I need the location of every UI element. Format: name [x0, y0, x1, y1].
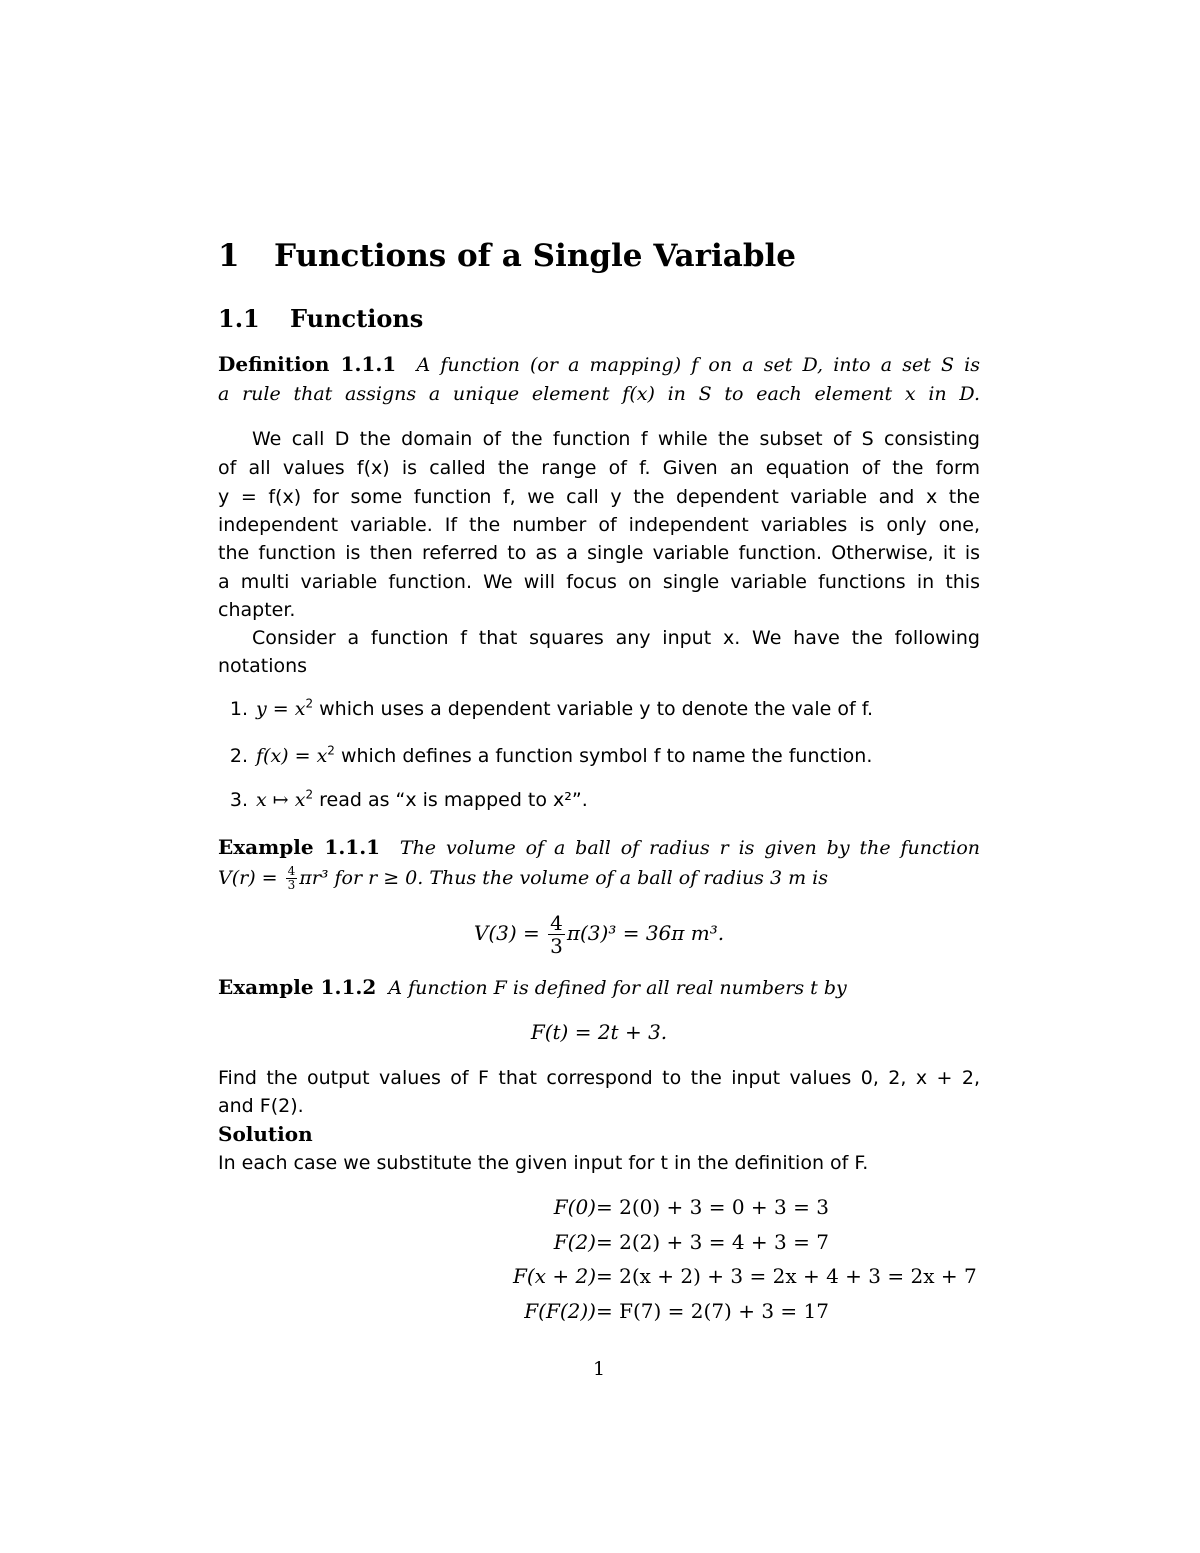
display-pre: V(3) = — [473, 921, 547, 945]
equation-row — [218, 1261, 980, 1291]
example1-text-1: The volume of a ball of radius r is given by the function — [399, 837, 980, 859]
equation-row — [218, 1227, 980, 1257]
list-item-number: 1. — [229, 698, 248, 720]
list-item-math: y = x — [256, 698, 306, 720]
example1-line-1 — [218, 833, 980, 861]
list-item-text: which uses a dependent variable y to denote the vale of f. — [313, 698, 874, 720]
fraction-denominator: 3 — [287, 878, 296, 892]
solution-label: Solution — [218, 1122, 313, 1146]
page-number: 1 — [592, 1358, 606, 1380]
equation-row — [218, 1296, 980, 1326]
example1-label: Example 1.1.1 — [218, 835, 381, 859]
document-page — [218, 0, 980, 1553]
example1-line2-pre: V(r) = — [218, 867, 284, 889]
equation-lhs: F(2) — [553, 1230, 596, 1254]
section-heading — [218, 238, 796, 274]
list-item-number: 2. — [229, 745, 248, 767]
list-item-text: which defines a function symbol f to name the function. — [334, 745, 873, 767]
display-fraction — [548, 912, 565, 957]
equation-row — [218, 1192, 980, 1222]
fraction-denominator: 3 — [550, 934, 563, 958]
display-post: π(3)³ = 36π m³. — [566, 921, 725, 945]
example1-display-equation — [218, 912, 980, 957]
example2-question-1: Find the output values of F that correspond to the input values 0, 2, x + 2, — [218, 1067, 980, 1089]
example2-question-2: and F(2). — [218, 1095, 304, 1117]
definition-text-1: A function (or a mapping) f on a set D, into a set S is — [416, 354, 980, 376]
paragraph-line: independent variable. If the number of independent variables is only one, — [218, 514, 980, 536]
list-item — [218, 742, 980, 770]
list-item — [218, 786, 980, 814]
list-item-number: 3. — [229, 789, 248, 811]
equation-lhs: F(F(2)) — [524, 1299, 596, 1323]
fraction-numerator: 4 — [287, 863, 296, 878]
section-number: 1 — [218, 238, 240, 274]
paragraph-line: a multi variable function. We will focus on single variable functions in this — [218, 571, 980, 593]
example1-line-2 — [218, 862, 980, 894]
equation-rhs: = 2(0) + 3 = 0 + 3 = 3 — [596, 1195, 829, 1219]
paragraph-line: the function is then referred to as a single variable function. Otherwise, it is — [218, 542, 980, 564]
equation-rhs: = F(7) = 2(7) + 3 = 17 — [596, 1299, 829, 1323]
paragraph-line: chapter. — [218, 599, 296, 621]
paragraph-line: y = f(x) for some function f, we call y the dependent variable and x the — [218, 486, 980, 508]
example2-text-1: A function F is defined for all real numbers t by — [388, 977, 847, 999]
subsection-heading — [218, 304, 423, 333]
equation-rhs: = 2(x + 2) + 3 = 2x + 4 + 3 = 2x + 7 — [596, 1264, 977, 1288]
example2-display-equation: F(t) = 2t + 3. — [530, 1020, 668, 1044]
example1-line2-post: πr³ for r ≥ 0. Thus the volume of a ball of radius 3 m is — [299, 867, 828, 889]
list-item-text: read as “x is mapped to x²”. — [313, 789, 588, 811]
paragraph-line: notations — [218, 655, 308, 677]
list-item-sup: 2 — [305, 787, 314, 802]
equation-lhs: F(x + 2) — [513, 1264, 596, 1288]
example1-line2-fraction — [286, 865, 298, 892]
example2-label: Example 1.1.2 — [218, 975, 377, 999]
equation-lhs: F(0) — [553, 1195, 596, 1219]
paragraph-line: Consider a function f that squares any input x. We have the following — [252, 627, 980, 649]
list-item-sup: 2 — [327, 743, 335, 758]
paragraph-line: We call D the domain of the function f while the subset of S consisting — [252, 428, 980, 450]
equation-rhs: = 2(2) + 3 = 4 + 3 = 7 — [596, 1230, 829, 1254]
paragraph-line: of all values f(x) is called the range of f. Given an equation of the form — [218, 457, 980, 479]
list-item-math: x ↦ x — [256, 789, 306, 811]
solution-text: In each case we substitute the given input for t in the definition of F. — [218, 1152, 869, 1174]
definition-line-2 — [218, 380, 980, 408]
list-item — [218, 695, 980, 723]
section-title: Functions of a Single Variable — [274, 238, 796, 274]
list-item-math: f(x) = x — [256, 745, 328, 767]
definition-label: Definition 1.1.1 — [218, 352, 397, 376]
list-item-sup: 2 — [305, 696, 314, 711]
subsection-title: Functions — [290, 304, 424, 333]
definition-line-1 — [218, 350, 980, 378]
definition-text-2: a rule that assigns a unique element f(x) in S to each element x in D. — [218, 383, 980, 405]
example2-line-1 — [218, 973, 980, 1001]
subsection-number: 1.1 — [218, 304, 260, 333]
fraction-numerator: 4 — [550, 911, 563, 935]
